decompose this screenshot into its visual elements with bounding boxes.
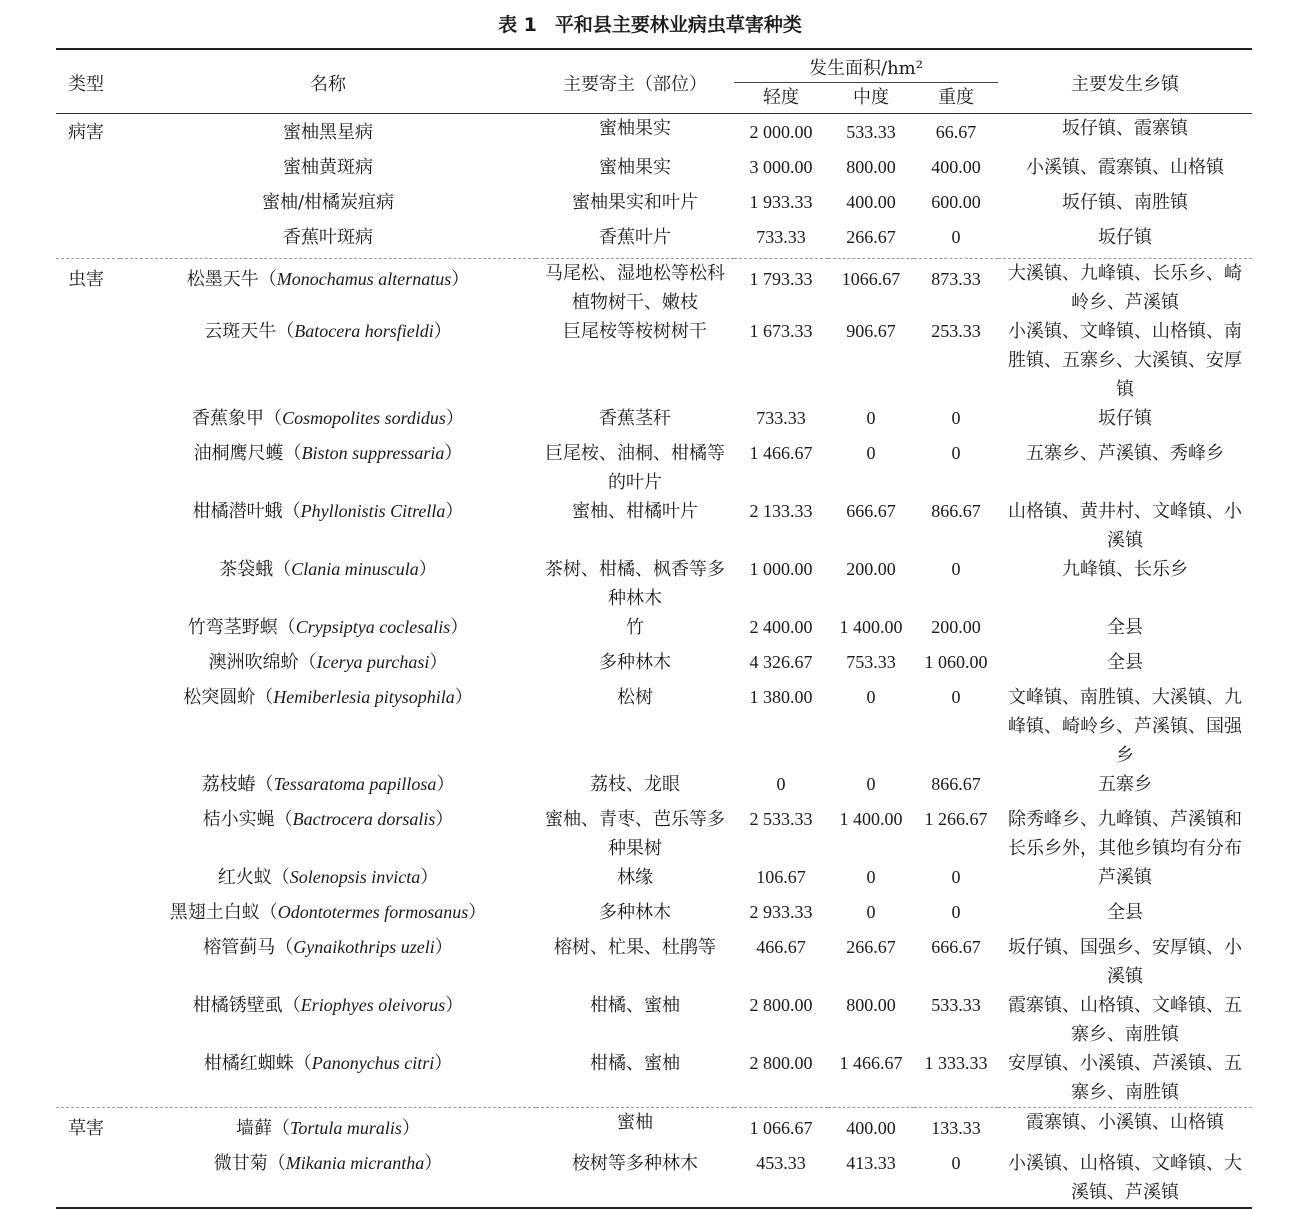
row-towns: 五寨乡: [1098, 774, 1152, 795]
common-name: 竹弯茎野螟（: [187, 617, 296, 638]
row-heavy: 866.67: [931, 501, 981, 521]
row-host: 竹: [626, 617, 644, 638]
header-heavy: 重度: [938, 87, 974, 108]
row-host: 多种林木: [599, 652, 671, 673]
row-host: 蜜柚果实: [599, 118, 671, 139]
row-towns: 坂仔镇、国强乡、安厚镇、小溪镇: [1008, 937, 1242, 987]
close-paren: ）: [420, 867, 439, 888]
row-host: 茶树、柑橘、枫香等多种林木: [545, 559, 725, 609]
close-paren: ）: [424, 1153, 443, 1174]
row-towns: 坂仔镇: [1098, 227, 1152, 248]
close-paren: ）: [451, 269, 470, 290]
row-light: 1 933.33: [749, 192, 813, 212]
common-name: 香蕉象甲（: [192, 408, 283, 429]
row-light: 2 400.00: [749, 617, 813, 637]
row-type-empty: [56, 317, 120, 404]
row-light: 2 800.00: [749, 1053, 813, 1073]
close-paren: ）: [418, 559, 437, 580]
row-heavy: 600.00: [931, 192, 981, 212]
row-host: 蜜柚、青枣、芭乐等多种果树: [545, 809, 725, 859]
latin-name: Biston suppressaria: [301, 443, 445, 463]
row-heavy: 873.33: [914, 259, 998, 318]
row-medium: 0: [866, 902, 876, 922]
table-row: [56, 153, 1252, 188]
row-host: 松树: [617, 687, 653, 708]
row-towns: 山格镇、黄井村、文峰镇、小溪镇: [1008, 501, 1242, 551]
row-type-empty: [56, 648, 120, 683]
row-light: 2 000.00: [749, 122, 813, 142]
latin-name: Tortula muralis: [290, 1118, 402, 1138]
row-medium: 0: [866, 687, 876, 707]
row-light: 1 673.33: [749, 321, 813, 341]
row-name: [120, 439, 536, 497]
row-name: [120, 863, 536, 898]
row-towns: 九峰镇、长乐乡: [1062, 559, 1188, 580]
row-light: 1 066.67: [734, 1108, 828, 1150]
common-name: 柑橘锈壁虱（: [192, 995, 301, 1016]
table-row: [56, 933, 1252, 991]
row-light: 733.33: [756, 408, 806, 428]
row-light: 4 326.67: [749, 652, 813, 672]
row-light: 2 133.33: [749, 501, 813, 521]
close-paren: ）: [433, 321, 452, 342]
common-name: 墙藓（: [236, 1118, 291, 1139]
row-medium: 800.00: [846, 157, 896, 177]
table-row: [56, 439, 1252, 497]
table-row: [56, 404, 1252, 439]
common-name: 茶袋蛾（: [219, 559, 292, 580]
row-light: 2 933.33: [749, 902, 813, 922]
common-name: 红火蚁（: [217, 867, 290, 888]
row-towns: 小溪镇、文峰镇、山格镇、南胜镇、五寨乡、大溪镇、安厚镇: [1008, 321, 1242, 400]
table-row: [56, 1108, 1252, 1150]
common-name: 澳洲吹绵蚧（: [208, 652, 317, 673]
row-type-empty: [56, 1049, 120, 1108]
row-medium: 800.00: [846, 995, 896, 1015]
row-type-empty: [56, 223, 120, 259]
row-towns: 全县: [1107, 652, 1143, 673]
row-medium: 906.67: [846, 321, 896, 341]
common-name: 油桐鹰尺蠖（: [193, 443, 302, 464]
close-paren: ）: [435, 809, 454, 830]
row-heavy: 1 060.00: [924, 652, 988, 672]
row-heavy: 0: [951, 227, 961, 247]
table-row: [56, 898, 1252, 933]
table-row: [56, 114, 1252, 154]
row-heavy: 66.67: [935, 122, 977, 142]
row-towns: 除秀峰乡、九峰镇、芦溪镇和长乐乡外，其他乡镇均有分布: [1008, 809, 1242, 859]
row-towns: 大溪镇、九峰镇、长乐乡、崎岭乡、芦溪镇: [998, 259, 1252, 318]
row-heavy: 0: [951, 1153, 961, 1173]
common-name: 香蕉叶斑病: [283, 227, 373, 248]
row-name: [120, 555, 536, 613]
row-type-empty: [56, 188, 120, 223]
row-medium: 0: [866, 408, 876, 428]
close-paren: ）: [436, 774, 455, 795]
row-type-empty: [56, 555, 120, 613]
latin-name: Tessaratoma papillosa: [273, 774, 437, 794]
row-name: [120, 259, 536, 318]
row-name: [120, 613, 536, 648]
row-heavy: 400.00: [931, 157, 981, 177]
common-name: 黑翅土白蚁（: [169, 902, 278, 923]
latin-name: Batocera horsfieldi: [294, 321, 434, 341]
close-paren: ）: [444, 443, 463, 464]
row-medium: 0: [866, 867, 876, 887]
row-light: 0: [776, 774, 786, 794]
row-name: [120, 497, 536, 555]
table-row: [56, 1149, 1252, 1208]
close-paren: ）: [445, 501, 464, 522]
row-type-empty: [56, 439, 120, 497]
row-type-empty: [56, 898, 120, 933]
row-heavy: 0: [951, 867, 961, 887]
row-light: 453.33: [756, 1153, 806, 1173]
close-paren: ）: [450, 617, 469, 638]
common-name: 微甘菊（: [213, 1153, 286, 1174]
close-paren: ）: [429, 652, 448, 673]
row-type-empty: [56, 683, 120, 770]
common-name: 松突圆蚧（: [183, 687, 274, 708]
row-medium: 400.00: [828, 1108, 914, 1150]
close-paren: ）: [434, 1053, 453, 1074]
common-name: 蜜柚黑星病: [283, 122, 373, 143]
header-light: 轻度: [763, 87, 799, 108]
row-heavy: 0: [951, 443, 961, 463]
row-medium: 413.33: [846, 1153, 896, 1173]
latin-name: Gynaikothrips uzeli: [293, 937, 435, 957]
table-title: 平和县主要林业病虫草害种类: [554, 14, 802, 36]
row-name: [120, 770, 536, 805]
header-host: 主要寄主（部位）: [563, 74, 707, 95]
row-host: 巨尾桉等桉树树干: [563, 321, 707, 342]
close-paren: ）: [434, 937, 453, 958]
row-towns: 文峰镇、南胜镇、大溪镇、九峰镇、崎岭乡、芦溪镇、国强乡: [1008, 687, 1242, 766]
row-type-empty: [56, 613, 120, 648]
row-towns: 坂仔镇: [1098, 408, 1152, 429]
row-name: [120, 898, 536, 933]
row-name: [120, 404, 536, 439]
row-host: 柑橘、蜜柚: [590, 995, 680, 1016]
latin-name: Crypsiptya coclesalis: [295, 617, 451, 637]
row-host: 巨尾桉、油桐、柑橘等的叶片: [545, 443, 725, 493]
table-header: [56, 49, 1252, 114]
latin-name: Clania minuscula: [291, 559, 419, 579]
row-light: 3 000.00: [749, 157, 813, 177]
row-type-empty: [56, 933, 120, 991]
row-light: 2 800.00: [749, 995, 813, 1015]
row-towns: 霞寨镇、山格镇、文峰镇、五寨乡、南胜镇: [1008, 995, 1242, 1045]
header-towns: 主要发生乡镇: [1071, 74, 1179, 95]
common-name: 松墨天牛（: [186, 269, 277, 290]
row-host: 香蕉叶片: [599, 227, 671, 248]
row-type: 草害: [56, 1108, 120, 1150]
row-towns: 坂仔镇、霞寨镇: [1062, 118, 1188, 139]
row-name: [120, 648, 536, 683]
row-host: 多种林木: [599, 902, 671, 923]
common-name: 柑橘潜叶蛾（: [192, 501, 301, 522]
row-name: [120, 933, 536, 991]
row-light: 733.33: [756, 227, 806, 247]
row-medium: 0: [866, 443, 876, 463]
row-name: [120, 683, 536, 770]
table-row: [56, 188, 1252, 223]
common-name: 云斑天牛（: [204, 321, 295, 342]
header-type: 类型: [68, 74, 104, 95]
table-row: [56, 863, 1252, 898]
row-heavy: 1 266.67: [924, 809, 988, 829]
table-row: [56, 770, 1252, 805]
row-name: [120, 1049, 536, 1108]
latin-name: Solenopsis invicta: [289, 867, 421, 887]
row-name: [120, 188, 536, 223]
row-medium: 266.67: [846, 937, 896, 957]
row-type-empty: [56, 1149, 120, 1208]
row-medium: 753.33: [846, 652, 896, 672]
latin-name: Mikania micrantha: [285, 1153, 425, 1173]
row-towns: 芦溪镇: [1098, 867, 1152, 888]
row-light: 1 466.67: [749, 443, 813, 463]
row-towns: 安厚镇、小溪镇、芦溪镇、五寨乡、南胜镇: [1008, 1053, 1242, 1103]
latin-name: Cosmopolites sordidus: [282, 408, 446, 428]
row-heavy: 866.67: [931, 774, 981, 794]
row-towns: 坂仔镇、南胜镇: [1062, 192, 1188, 213]
row-host: 蜜柚果实和叶片: [572, 192, 698, 213]
row-towns: 五寨乡、芦溪镇、秀峰乡: [1026, 443, 1224, 464]
row-medium: 266.67: [846, 227, 896, 247]
row-heavy: 133.33: [914, 1108, 998, 1150]
latin-name: Monochamus alternatus: [276, 269, 452, 289]
row-name: [120, 114, 536, 154]
table-row: [56, 1049, 1252, 1108]
pest-table: [56, 48, 1252, 1209]
row-name: [120, 991, 536, 1049]
row-light: 1 380.00: [749, 687, 813, 707]
row-medium: 666.67: [846, 501, 896, 521]
row-heavy: 666.67: [931, 937, 981, 957]
row-type-empty: [56, 404, 120, 439]
row-medium: 0: [866, 774, 876, 794]
table-row: [56, 648, 1252, 683]
row-medium: 200.00: [846, 559, 896, 579]
row-type-empty: [56, 153, 120, 188]
row-towns: 小溪镇、山格镇、文峰镇、大溪镇、芦溪镇: [1008, 1153, 1242, 1203]
table-row: [56, 555, 1252, 613]
row-host: 蜜柚、柑橘叶片: [572, 501, 698, 522]
header-name: 名称: [310, 74, 346, 95]
row-type-empty: [56, 497, 120, 555]
row-light: 2 533.33: [749, 809, 813, 829]
row-host: 柑橘、蜜柚: [590, 1053, 680, 1074]
header-medium: 中度: [853, 87, 889, 108]
row-type: 虫害: [56, 259, 120, 318]
close-paren: ）: [468, 902, 487, 923]
common-name: 蜜柚/柑橘炭疽病: [261, 192, 395, 213]
row-name: [120, 1149, 536, 1208]
row-heavy: 1 333.33: [924, 1053, 988, 1073]
common-name: 荔枝蝽（: [201, 774, 274, 795]
row-towns: 小溪镇、霞寨镇、山格镇: [1026, 157, 1224, 178]
row-type-empty: [56, 863, 120, 898]
row-host: 蜜柚果实: [599, 157, 671, 178]
close-paren: ）: [445, 995, 464, 1016]
table-row: [56, 223, 1252, 259]
latin-name: Eriophyes oleivorus: [300, 995, 446, 1015]
row-medium: 1 400.00: [839, 617, 903, 637]
row-towns: 全县: [1107, 617, 1143, 638]
row-host: 蜜柚: [536, 1108, 734, 1150]
header-area: 发生面积/hm²: [734, 49, 998, 83]
table-row: [56, 613, 1252, 648]
row-heavy: 0: [951, 687, 961, 707]
latin-name: Bactrocera dorsalis: [292, 809, 436, 829]
table-number: 表 1: [498, 14, 537, 36]
latin-name: Odontotermes formosanus: [277, 902, 469, 922]
table-row: [56, 497, 1252, 555]
row-heavy: 0: [951, 559, 961, 579]
row-host: 林缘: [617, 867, 653, 888]
row-type-empty: [56, 770, 120, 805]
row-host: 桉树等多种林木: [572, 1153, 698, 1174]
latin-name: Phyllonistis Citrella: [300, 501, 446, 521]
row-light: 106.67: [756, 867, 806, 887]
row-host: 香蕉茎秆: [599, 408, 671, 429]
row-name: [120, 805, 536, 863]
table-caption: [0, 10, 1300, 37]
latin-name: Hemiberlesia pitysophila: [273, 687, 455, 707]
row-host: 荔枝、龙眼: [590, 774, 680, 795]
close-paren: ）: [454, 687, 473, 708]
row-light: 1 793.33: [734, 259, 828, 318]
row-heavy: 0: [951, 408, 961, 428]
row-type: 病害: [68, 122, 104, 143]
common-name: 桔小实蝇（: [202, 809, 293, 830]
table-row: [56, 683, 1252, 770]
row-name: [120, 317, 536, 404]
row-heavy: 0: [951, 902, 961, 922]
common-name: 蜜柚黄斑病: [283, 157, 373, 178]
table-row: [56, 317, 1252, 404]
row-medium: 533.33: [846, 122, 896, 142]
latin-name: Panonychus citri: [311, 1053, 435, 1073]
row-light: 466.67: [756, 937, 806, 957]
row-type-empty: [56, 991, 120, 1049]
row-towns: 全县: [1107, 902, 1143, 923]
close-paren: ）: [445, 408, 464, 429]
row-medium: 1 466.67: [839, 1053, 903, 1073]
row-name: [120, 223, 536, 259]
row-heavy: 533.33: [931, 995, 981, 1015]
row-name: [120, 153, 536, 188]
common-name: 柑橘红蜘蛛（: [203, 1053, 312, 1074]
row-heavy: 200.00: [931, 617, 981, 637]
latin-name: Icerya purchasi: [316, 652, 430, 672]
close-paren: ）: [401, 1118, 420, 1139]
row-host: 榕树、杧果、杜鹃等: [554, 937, 716, 958]
table-row: [56, 805, 1252, 863]
row-host: 马尾松、湿地松等松科植物树干、嫩枝: [536, 259, 734, 318]
row-name: [120, 1108, 536, 1150]
common-name: 榕管蓟马（: [203, 937, 294, 958]
row-medium: 400.00: [846, 192, 896, 212]
row-towns: 霞寨镇、小溪镇、山格镇: [998, 1108, 1252, 1150]
table-row: [56, 991, 1252, 1049]
row-light: 1 000.00: [749, 559, 813, 579]
row-medium: 1 400.00: [839, 809, 903, 829]
table-body: [56, 114, 1252, 1209]
row-medium: 1066.67: [828, 259, 914, 318]
row-heavy: 253.33: [931, 321, 981, 341]
row-type-empty: [56, 805, 120, 863]
table-row: [56, 259, 1252, 318]
